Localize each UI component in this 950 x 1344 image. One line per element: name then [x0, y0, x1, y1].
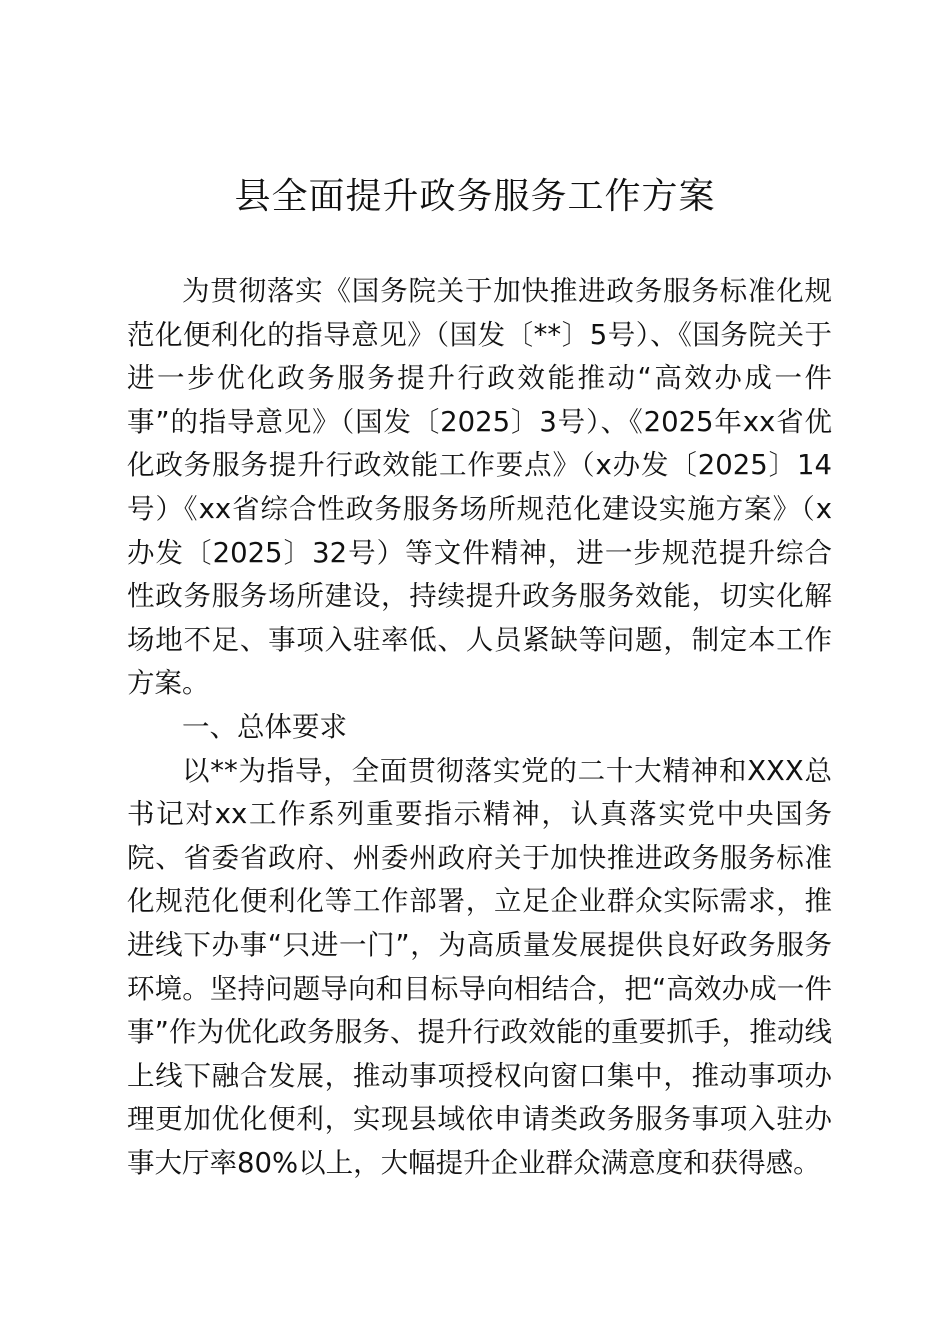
general-requirements-paragraph: 以**为指导，全面贯彻落实党的二十大精神和XXX总书记对xx工作系列重要指示精神，认真落实党中央国务院、省委省政府、州委州政府关于加快推进政务服务标准化规范化便利化等工作部署，立足企业群众实际需求，推进线下办事“只进一门”，为高质量发展提供良好政务服务环境。坚持问题导向和目标导向相结合，把“高效办成一件事”作为优化政务服务、提升行政效能的重要抓手，推动线上线下融合发展，推动事项授权向窗口集中，推动事项办理更加优化便利，实现县域依申请类政务服务事项入驻办事大厅率80%以上，大幅提升企业群众满意度和获得感。 — [127, 754, 832, 1179]
document-title: 县全面提升政务服务工作方案 — [234, 176, 716, 217]
section-heading-general-requirements: 一、总体要求 — [182, 710, 347, 743]
intro-paragraph: 为贯彻落实《国务院关于加快推进政务服务标准化规范化便利化的指导意见》（国发〔**〕5号）、《国务院关于进一步优化政务服务提升行政效能推动“高效办成一件事”的指导意见》（国发〔2025〕3号）、《2025年xx省优化政务服务提升行政效能工作要点》（x办发〔2025〕14号）《xx省综合性政务服务场所规范化建设实施方案》（x办发〔2025〕32号）等文件精神，进一步规范提升综合性政务服务场所建设，持续提升政务服务效能，切实化解场地不足、事项入驻率低、人员紧缺等问题，制定本工作方案。 — [127, 275, 832, 700]
document-body — [127, 270, 832, 1185]
